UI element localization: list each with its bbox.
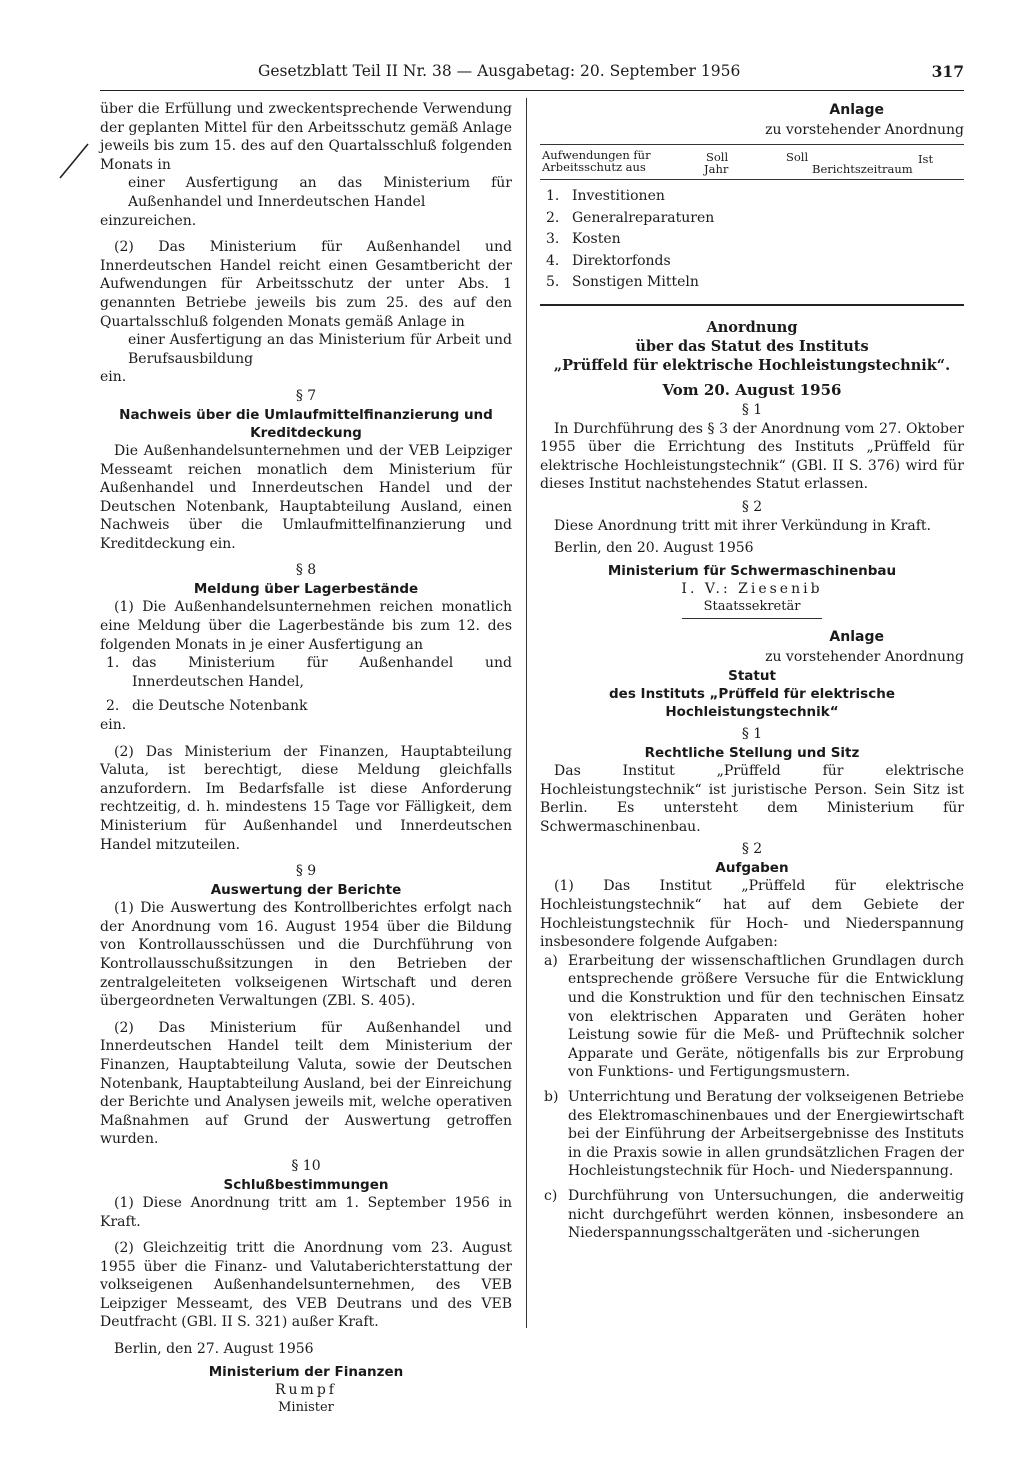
ord-section-1-number: § 1 [741,401,763,418]
signer-name: Rumpf [275,1381,337,1398]
statut-title: Statut [728,668,776,685]
statut-section-1-title: Rechtliche Stellung und Sitz [644,745,860,762]
ord-signer-role: Staatssekretär [703,599,801,615]
page-header [258,62,964,86]
section-9-title: Auswertung der Berichte [210,882,402,899]
statut-section-2-number: § 2 [741,841,763,858]
ordinance-date: Vom 20. August 1956 [662,380,842,399]
list-item: b) Unterrichtung und Beratung der volkseigenen Betriebe des Elektromaschinenbaues und der Energiewirtschaft bei der Einführung der Arbeitsergebnisse des Instituts in die Praxis sowie in allen grundsätzlichen Fragen der Hochleistungstechnik für Hoch- und Niederspannung. [544,1088,964,1180]
list-item: a) Erarbeitung der wissenschaftlichen Grundlagen durch entsprechende größere Versuche für die Entwicklung und die Konstruktion und für den technischen Einsatz von elektrischen Apparaten und Geräten hoher Leistung sowie für die Meß- und Prüftechnik solcher Apparate und Geräte, nötigenfalls bis zur Erprobung von Funktions- und Fertigungsmustern. [544,952,964,1081]
page-number: 317 [931,62,964,81]
ministry-name: Ministerium der Finanzen [208,1363,404,1380]
list-item: c) Durchführung von Untersuchungen, die anderweitig nicht durchgeführt werden können, insbesondere an Niederspannungsschaltgeräten und -sicherungen [544,1187,964,1242]
section-8-title: Meldung über Lagerbestände [193,581,419,598]
table-col-2-line-2: Jahr [704,162,729,176]
section-9-text-2: (2) Das Ministerium für Außenhandel und Innerdeutschen Handel teilt dem Ministerium der Finanzen, Hauptabteilung Valuta, sowie der Deutschen Notenbank, Hauptabteilung Ausland, bei der Einreichung der Berichte und Analysen jeweils mit, welche operativen Maßnahmen auf Grund der Auswertung getroffen wurden. [100,1019,512,1148]
section-7-title: Nachweis über die Umlaufmittelfinanzierung und Kreditdeckung [119,406,493,441]
table-col-3: Soll [786,150,809,164]
statut-section-1-text: Das Institut „Prüffeld für elektrische Hochleistungstechnik“ ist juristische Person. Sein Sitz ist Berlin. Es untersteht dem Ministerium für Schwermaschinenbau. [540,763,964,835]
ord-section-1-text: In Durchführung des § 3 der Anordnung vom 27. Oktober 1955 über die Errichtung des Instituts „Prüffeld für elektrische Hochleistungstechnik“ (GBl. II S. 376) wird für dieses Institut nachstehendes Statut erlassen. [540,420,964,493]
continued-paragraph: über die Erfüllung und zweckentsprechende Verwendung der geplanten Mittel für den Arbeitsschutz gemäß Anlage jeweils bis zum 15. des auf den Quartalsschluß folgenden Monats in [100,101,512,173]
section-8-text-2: (2) Das Ministerium der Finanzen, Hauptabteilung Valuta, ist berechtigt, diese Meldung gleichfalls anzufordern. Im Bedarfsfalle ist diese Anforderung rechtzeitig, d. h. mindestens 15 Tage vor Fälligkeit, dem Ministerium für Außenhandel und Innerdeutschen Handel mitzuteilen. [100,743,512,853]
anlage-2-heading: Anlage [829,629,884,646]
ord-place-date: Berlin, den 20. August 1956 [554,540,754,557]
column-divider [526,98,527,1328]
section-9-text-1: (1) Die Auswertung des Kontrollberichtes erfolgt nach der Anordnung vom 16. August 1954 über die Bildung von Kontrollausschüssen und die Durchführung von Kontrollausschußsitzungen in den Betrieben der zentralgeleiteten volkseigenen Wirtschaft und deren übergeordneten Verwaltungen (ZBl. S. 405). [100,900,512,1010]
signer-role: Minister [278,1399,334,1415]
table-header [540,144,964,180]
table-row: 5. Sonstigen Mitteln [546,274,699,290]
statut-subtitle: des Instituts „Prüffeld für elektrische Hochleistungstechnik“ [609,686,895,721]
section-8-number: § 8 [295,562,317,579]
list-item: 2. die Deutsche Notenbank [106,698,308,715]
table-row: 1. Investitionen [546,188,665,204]
section-7-number: § 7 [295,387,317,404]
ordinance-title-line-1: Anordnung [706,318,798,336]
ordinance-title-line-2: über das Statut des Instituts [635,337,869,355]
continued-end: einzureichen. [100,212,197,229]
table-row: 4. Direktorfonds [546,252,671,269]
right-column [540,100,964,1243]
section-10-number: § 10 [291,1157,321,1174]
anlage-heading: Anlage [829,102,884,118]
table-col-34-sub: Berichtszeitraum [812,162,913,176]
section-10-text-2: (2) Gleichzeitig tritt die Anordnung vom 23. August 1955 über die Finanz- und Valutaberichterstattung der volkseigenen Außenhandelsunternehmen, des VEB Leipziger Messeamt, des VEB Deutrans und des VEB Deutfracht (GBl. II S. 321) außer Kraft. [100,1240,512,1331]
ord-section-2-number: § 2 [741,498,763,515]
paragraph-2-sub: einer Ausfertigung an das Ministerium für Arbeit und Berufsausbildung [128,332,512,367]
list-item: 1. das Ministerium für Außenhandel und Innerdeutschen Handel, [106,655,512,690]
ord-section-2-text: Diese Anordnung tritt mit ihrer Verkündung in Kraft. [554,517,931,534]
left-column [100,100,512,1417]
section-10-text-1: (1) Diese Anordnung tritt am 1. September 1956 in Kraft. [100,1194,512,1230]
table-row: 2. Generalreparaturen [546,209,715,226]
paragraph-2-end: ein. [100,369,127,386]
table-col-1-line-1: Aufwendungen für [542,148,651,162]
table-col-4: Ist [918,152,934,166]
place-date: Berlin, den 27. August 1956 [114,1341,314,1358]
anlage-2-subheading: zu vorstehender Anordnung [765,649,964,666]
table-col-2-line-1: Soll [706,150,729,164]
table-rows [540,186,964,294]
statut-tasks-list [540,952,964,1243]
ord-ministry: Ministerium für Schwermaschinenbau [607,563,897,580]
section-10-title: Schlußbestimmungen [223,1176,389,1193]
statut-section-1-number: § 1 [741,726,763,743]
header-title: Gesetzblatt Teil II Nr. 38 — Ausgabetag: 20. September 1956 [258,62,741,80]
section-rule [540,304,964,306]
statut-section-2-text: (1) Das Institut „Prüffeld für elektrische Hochleistungstechnik“ hat auf dem Gebiete der Hochleistungstechnik für Hoch- und Niederspannung insbesondere folgende Aufgaben: [540,878,964,951]
statut-section-2-title: Aufgaben [715,860,789,877]
ord-signer: I. V.: Ziesenib [681,581,823,598]
header-rule [100,90,964,91]
section-8-list [100,654,512,716]
section-9-number: § 9 [295,863,317,880]
continued-sub: einer Ausfertigung an das Ministerium für Außenhandel und Innerdeutschen Handel [128,175,512,210]
table-col-1-line-2: Arbeitsschutz aus [542,160,646,174]
margin-pen-mark [58,140,90,180]
table-row: 3. Kosten [546,231,621,247]
ordinance-title-line-3: „Prüffeld für elektrische Hochleistungstechnik“. [553,356,951,374]
ordinance-title [540,318,964,375]
paragraph-2: (2) Das Ministerium für Außenhandel und Innerdeutschen Handel reicht einen Gesamtbericht der Aufwendungen für Arbeitsschutz der unter Abs. 1 genannten Betriebe jeweils bis zum 25. des auf den Quartalsschluß folgenden Monats gemäß Anlage in [100,239,512,330]
section-8-text-1: (1) Die Außenhandelsunternehmen reichen monatlich eine Meldung über die Lagerbestände bis zum 12. des folgenden Monats in je einer Ausfertigung an [100,599,512,653]
section-8-end: ein. [100,717,127,734]
section-7-text: Die Außenhandelsunternehmen und der VEB Leipziger Messeamt reichen monatlich dem Ministerium für Außenhandel und Innerdeutschen Handel und der Deutschen Notenbank, Hauptabteilung Ausland, einen Nachweis über die Umlaufmittelfinanzierung und Kreditdeckung ein. [100,442,512,552]
anlage-subheading: zu vorstehender Anordnung [765,122,964,138]
